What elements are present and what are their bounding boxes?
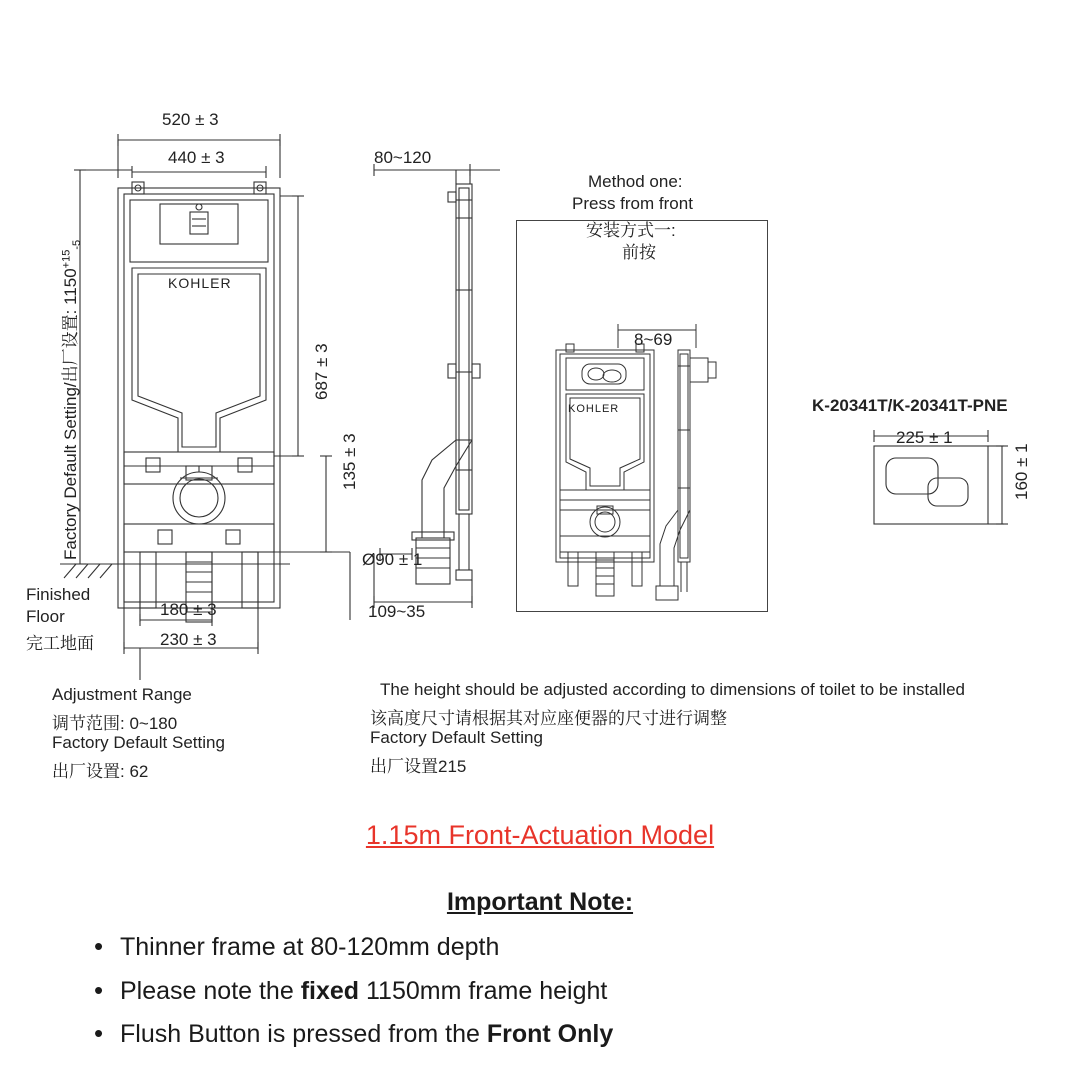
- dim-180: 180 ± 3: [160, 600, 217, 619]
- method-one-line1: Method one:: [588, 172, 683, 191]
- method-one-line2: Press from front: [572, 194, 693, 213]
- bullet-3-bold: Front Only: [486, 1020, 614, 1048]
- dim-440: 440 ± 3: [168, 148, 225, 167]
- model-title: 1.15m Front-Actuation Model: [365, 820, 715, 850]
- finished-floor-en-1: Finished: [26, 585, 91, 604]
- dim-230: 230 ± 3: [160, 630, 217, 649]
- adjustment-range-cn: 调节范围: 0~180: [52, 714, 178, 733]
- dim-687-group: [312, 343, 332, 400]
- method-one-drawing: [520, 320, 768, 610]
- dim-1150-tol-minus: -5: [71, 239, 84, 250]
- left-vertical-dimension-group: [56, 140, 84, 560]
- method-one-line3: 安装方式一:: [586, 221, 676, 240]
- important-note-list: [86, 930, 1046, 1061]
- flush-plate-drawing: [860, 420, 1030, 540]
- brand-kohler-method: KOHLER: [568, 403, 620, 415]
- bullet-3-pre: Flush Button is pressed from the: [120, 1020, 487, 1048]
- dim-1150-tol-plus: +15: [60, 249, 73, 269]
- finished-floor-en-2: Floor: [26, 607, 65, 626]
- dim-80-120: 80~120: [374, 148, 432, 167]
- dim-109-35: 109~35: [368, 602, 426, 621]
- important-note-heading: Important Note:: [446, 888, 634, 916]
- bullet-2-pre: Please note the: [120, 976, 301, 1005]
- dim-687: 687 ± 3: [312, 343, 331, 400]
- dim-520: 520 ± 3: [162, 110, 219, 129]
- method-one-line4: 前按: [622, 243, 656, 262]
- list-item: [86, 974, 1046, 1010]
- side-note-cn-2: 出厂设置215: [370, 757, 467, 776]
- adjustment-range-en: Adjustment Range: [52, 685, 192, 704]
- list-item: [86, 1017, 1046, 1053]
- bullet-2-bold: fixed: [300, 976, 360, 1005]
- list-item: [86, 930, 1046, 966]
- dim-135-group: [340, 433, 360, 490]
- brand-kohler-front: KOHLER: [168, 275, 232, 291]
- finished-floor-cn: 完工地面: [26, 634, 94, 653]
- plate-dim-width: 225 ± 1: [896, 428, 953, 447]
- factory-default-cn: 出厂设置: 62: [52, 762, 149, 781]
- side-note-en-1: The height should be adjusted according to dimensions of toilet to be installed: [380, 680, 965, 699]
- bullet-2-post: 1150mm frame height: [359, 976, 608, 1005]
- side-note-cn-1: 该高度尺寸请根据其对应座便器的尺寸进行调整: [370, 709, 727, 728]
- side-note-en-2: Factory Default Setting: [370, 728, 543, 747]
- dim-8-69: 8~69: [634, 330, 673, 349]
- factory-default-en: Factory Default Setting: [52, 733, 225, 752]
- factory-default-label-vertical: Factory Default Setting/出厂设置:: [61, 304, 80, 560]
- dim-135: 135 ± 3: [340, 433, 359, 490]
- dim-phi90: Ø90 ± 1: [362, 550, 423, 569]
- plate-dim-height: 160 ± 1: [1012, 443, 1031, 500]
- dim-1150: 1150: [61, 268, 80, 305]
- bullet-1-pre: Thinner frame at 80-120mm depth: [120, 933, 500, 961]
- plate-model-label: K-20341T/K-20341T-PNE: [812, 396, 1008, 415]
